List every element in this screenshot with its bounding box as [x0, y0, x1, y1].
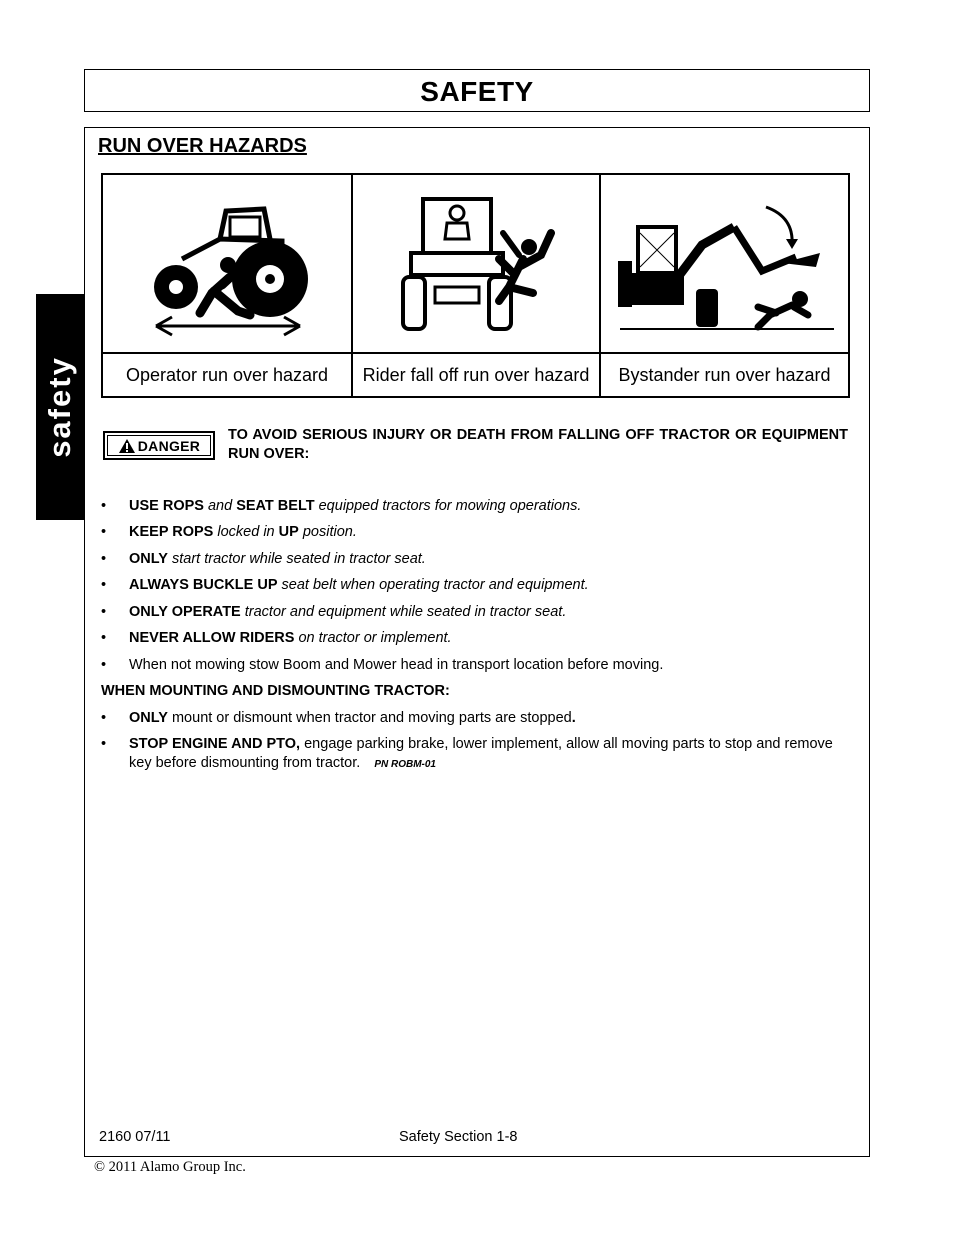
warning-triangle-icon: [118, 438, 136, 454]
bullet-icon: •: [101, 630, 107, 646]
header-box: [84, 69, 870, 112]
hazard-pictogram-cell: [103, 175, 353, 354]
hazard-pictogram-cell: [353, 175, 601, 354]
bullet-icon: •: [101, 736, 107, 752]
rider-fall-off-icon: [391, 189, 561, 339]
danger-label: [103, 431, 215, 460]
bystander-run-over-icon: [610, 189, 840, 339]
bullet-icon: •: [101, 710, 107, 726]
danger-message: TO AVOID SERIOUS INJURY OR DEATH FROM FALLING OFF TRACTOR OR EQUIPMENT RUN OVER:: [228, 427, 848, 462]
footer-model-date: 2160 07/11: [99, 1129, 171, 1145]
page-header-title: SAFETY: [420, 76, 534, 107]
bullet-icon: •: [101, 524, 107, 540]
danger-label-text: DANGER: [137, 437, 201, 454]
part-number: PN ROBM-01: [374, 759, 436, 770]
hazard-caption-rider: Rider fall off run over hazard: [353, 354, 601, 396]
operator-run-over-icon: [142, 189, 312, 339]
copyright-notice: © 2011 Alamo Group Inc.: [94, 1159, 246, 1175]
bullet-icon: •: [101, 604, 107, 620]
mounting-subheading: WHEN MOUNTING AND DISMOUNTING TRACTOR:: [101, 683, 450, 699]
side-tab: [36, 294, 84, 520]
bullet-icon: •: [101, 498, 107, 514]
bullet-icon: •: [101, 551, 107, 567]
bullet-icon: •: [101, 657, 107, 673]
bullet-icon: •: [101, 577, 107, 593]
side-tab-label: safety: [42, 356, 77, 458]
footer-page-label: Safety Section 1-8: [399, 1129, 518, 1145]
hazard-pictogram-cell: [601, 175, 848, 354]
hazard-caption-operator: Operator run over hazard: [103, 354, 353, 396]
hazard-pictogram-table: [101, 173, 850, 398]
section-title: RUN OVER HAZARDS: [98, 135, 307, 157]
hazard-caption-bystander: Bystander run over hazard: [618, 364, 831, 385]
